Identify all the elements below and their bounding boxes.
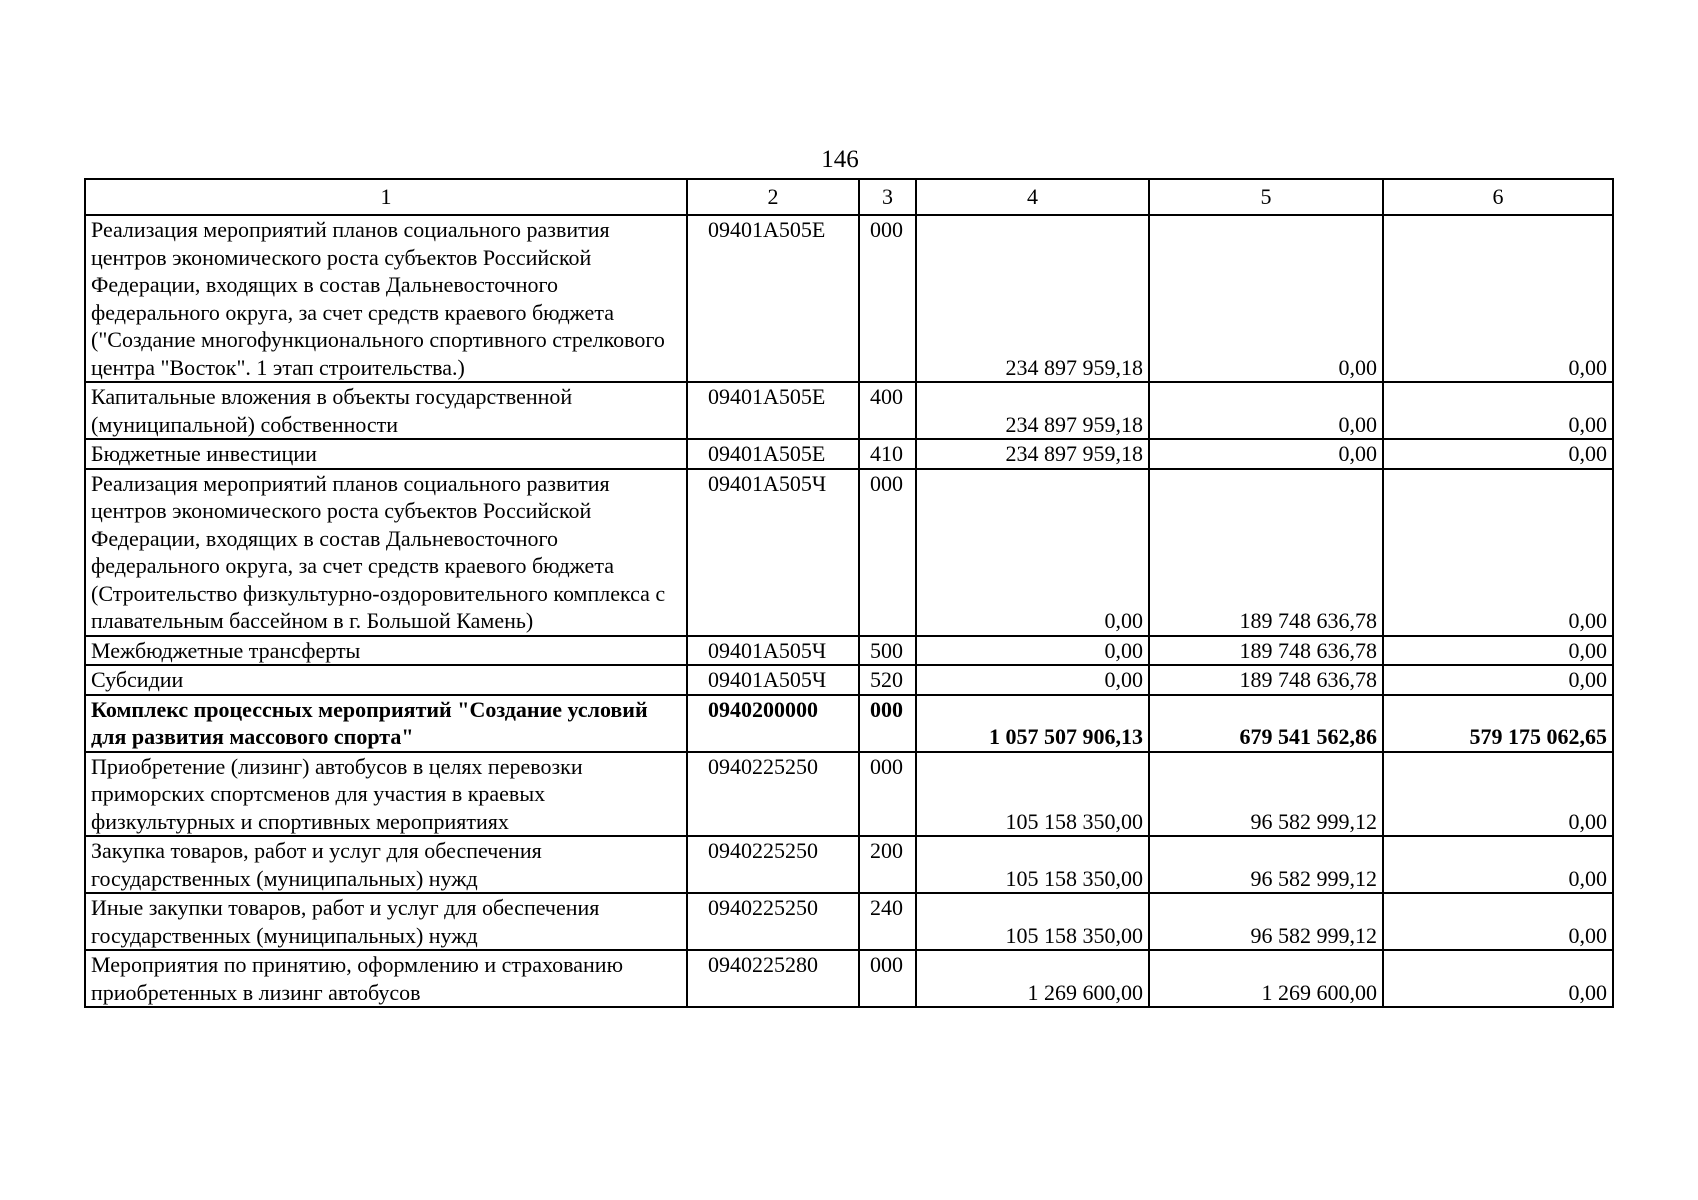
row-expense-type: 000 [859,215,916,382]
row-expense-type: 410 [859,439,916,469]
table-row-section-total [85,695,1613,752]
row-amount-col6: 0,00 [1383,469,1613,636]
row-amount-col6: 0,00 [1383,836,1613,893]
row-amount-col6: 0,00 [1383,382,1613,439]
row-expense-type: 200 [859,836,916,893]
column-header-4: 4 [916,179,1149,215]
row-target-code: 0940225250 [687,836,859,893]
row-amount-col5: 0,00 [1149,439,1383,469]
table-row [85,836,1613,893]
row-amount-col6: 0,00 [1383,215,1613,382]
row-amount-col4: 234 897 959,18 [916,439,1149,469]
row-target-code: 0940225250 [687,893,859,950]
row-target-code: 09401A505Ч [687,636,859,666]
row-amount-col6: 0,00 [1383,439,1613,469]
row-amount-col5: 189 748 636,78 [1149,665,1383,695]
table-row [85,382,1613,439]
row-amount-col6: 0,00 [1383,752,1613,837]
row-amount-col5: 189 748 636,78 [1149,636,1383,666]
row-expense-type: 400 [859,382,916,439]
row-amount-col5: 0,00 [1149,382,1383,439]
row-name: Реализация мероприятий планов социального развития центров экономического роста субъектов Российской Федерации, входящих в состав Дальневосточного федерального округа, за счет средств краевого бюджета ("Создание многофункционального спортивного стрелкового центра "Восток". 1 этап строительства.) [85,215,687,382]
row-amount-col5: 189 748 636,78 [1149,469,1383,636]
row-expense-type: 520 [859,665,916,695]
column-header-3: 3 [859,179,916,215]
row-target-code: 0940200000 [687,695,859,752]
row-amount-col5: 679 541 562,86 [1149,695,1383,752]
row-amount-col4: 234 897 959,18 [916,382,1149,439]
row-name: Субсидии [85,665,687,695]
row-target-code: 09401A505E [687,439,859,469]
row-expense-type: 000 [859,950,916,1007]
row-name: Капитальные вложения в объекты государственной (муниципальной) собственности [85,382,687,439]
row-amount-col5: 96 582 999,12 [1149,893,1383,950]
row-amount-col4: 105 158 350,00 [916,836,1149,893]
row-name: Закупка товаров, работ и услуг для обеспечения государственных (муниципальных) нужд [85,836,687,893]
table-row [85,752,1613,837]
row-amount-col4: 105 158 350,00 [916,752,1149,837]
column-header-6: 6 [1383,179,1613,215]
row-expense-type: 000 [859,469,916,636]
row-name: Мероприятия по принятию, оформлению и страхованию приобретенных в лизинг автобусов [85,950,687,1007]
row-amount-col4: 0,00 [916,469,1149,636]
table-row [85,665,1613,695]
row-amount-col5: 1 269 600,00 [1149,950,1383,1007]
row-amount-col4: 105 158 350,00 [916,893,1149,950]
row-amount-col4: 1 057 507 906,13 [916,695,1149,752]
row-target-code: 09401A505Ч [687,665,859,695]
row-amount-col6: 0,00 [1383,950,1613,1007]
row-name: Иные закупки товаров, работ и услуг для обеспечения государственных (муниципальных) нужд [85,893,687,950]
row-target-code: 0940225250 [687,752,859,837]
row-amount-col4: 234 897 959,18 [916,215,1149,382]
row-amount-col4: 0,00 [916,665,1149,695]
row-amount-col5: 96 582 999,12 [1149,836,1383,893]
row-amount-col5: 0,00 [1149,215,1383,382]
row-expense-type: 500 [859,636,916,666]
row-name: Реализация мероприятий планов социального развития центров экономического роста субъектов Российской Федерации, входящих в состав Дальневосточного федерального округа, за счет средств краевого бюджета (Строительство физкультурно-оздоровительного комплекса с плавательным бассейном в г. Большой Камень) [85,469,687,636]
row-expense-type: 000 [859,752,916,837]
row-target-code: 09401A505Ч [687,469,859,636]
table-row [85,636,1613,666]
budget-table [84,178,1614,1008]
page-number: 146 [821,146,859,173]
column-header-2: 2 [687,179,859,215]
row-target-code: 0940225280 [687,950,859,1007]
row-target-code: 09401A505E [687,382,859,439]
table-body [85,215,1613,1007]
table-row [85,469,1613,636]
row-expense-type: 000 [859,695,916,752]
row-name: Приобретение (лизинг) автобусов в целях перевозки приморских спортсменов для участия в краевых физкультурных и спортивных мероприятиях [85,752,687,837]
table-row [85,215,1613,382]
table-row [85,950,1613,1007]
row-amount-col6: 579 175 062,65 [1383,695,1613,752]
table-row [85,893,1613,950]
header-row [85,179,1613,215]
row-amount-col6: 0,00 [1383,893,1613,950]
row-name: Межбюджетные трансферты [85,636,687,666]
column-header-1: 1 [85,179,687,215]
row-amount-col5: 96 582 999,12 [1149,752,1383,837]
table-row [85,439,1613,469]
row-amount-col6: 0,00 [1383,636,1613,666]
column-header-5: 5 [1149,179,1383,215]
row-amount-col4: 1 269 600,00 [916,950,1149,1007]
row-target-code: 09401A505E [687,215,859,382]
row-amount-col6: 0,00 [1383,665,1613,695]
row-name: Комплекс процессных мероприятий "Создание условий для развития массового спорта" [85,695,687,752]
row-amount-col4: 0,00 [916,636,1149,666]
row-expense-type: 240 [859,893,916,950]
row-name: Бюджетные инвестиции [85,439,687,469]
